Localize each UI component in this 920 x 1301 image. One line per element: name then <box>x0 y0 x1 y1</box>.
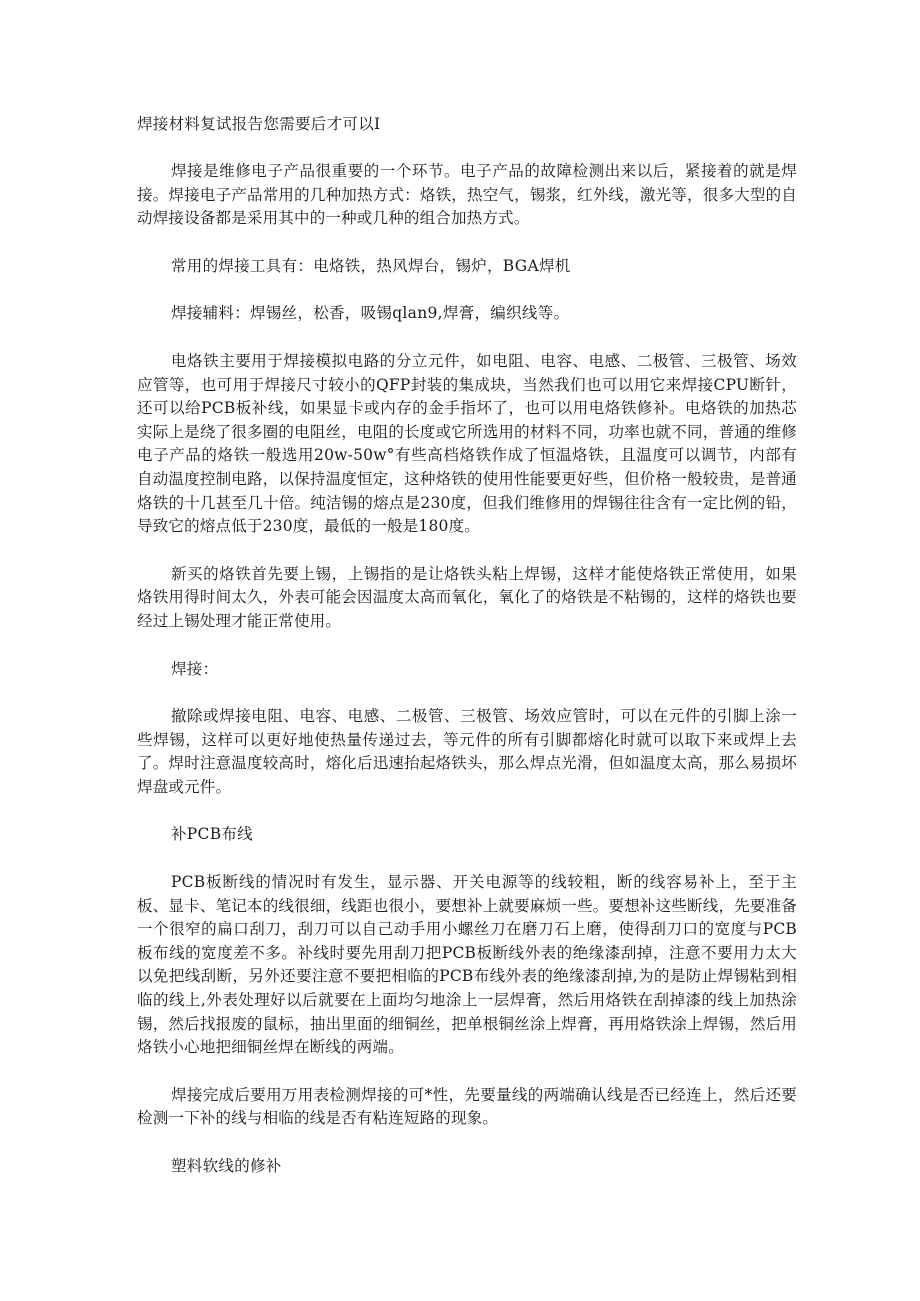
section-heading-pcb-repair: 补PCB布线 <box>171 825 253 844</box>
paragraph-pcb-repair: PCB板断线的情况时有发生，显示器、开关电源等的线较粗，断的线容易补上，至于主板、显卡、笔记本的线很细，线距也很小，要想补上就要麻烦一些。要想补这些断线，先要准备一个很窄的扁口刮刀，刮刀可以自己动手用小螺丝刀在磨刀石上磨，使得刮刀口的宽度与PCB板布线的宽度差不多。补线时要先用刮刀把PCB板断线外表的绝缘漆刮掉，注意不要用力太大以免把线刮断，另外还要注意不要把相临的PCB布线外表的绝缘漆刮掉,为的是防止焊锡粘到相临的线上,外表处理好以后就要在上面均匀地涂上一层焊膏，然后用烙铁在刮掉漆的线上加热涂锡，然后找报废的鼠标，抽出里面的细铜丝，把单根铜丝涂上焊膏，再用烙铁涂上焊锡，然后用烙铁小心地把细铜丝焊在断线的两端。 <box>137 873 797 1057</box>
paragraph-soldering-intro: 焊接是维修电子产品很重要的一个环节。电子产品的故障检测出来以后，紧接着的就是焊接。焊接电子产品常用的几种加热方式：烙铁，热空气，锡浆，红外线，激光等，很多大型的自动焊接设备都是采用其中的一种或几种的组合加热方式。 <box>137 162 797 228</box>
paragraph-soldering-iron: 电烙铁主要用于焊接模拟电路的分立元件，如电阻、电容、电感、二极管、三极管、场效应管等，也可用于焊接尺寸较小的QFP封装的集成块，当然我们也可以用它来焊接CPU断针，还可以给PCB板补线，如果显卡或内存的金手指坏了，也可以用电烙铁修补。电烙铁的加热芯实际上是绕了很多圈的电阻丝，电阻的长度或它所选用的材料不同，功率也就不同，普通的维修电子产品的烙铁一般选用20w-50w°有些高档烙铁作成了恒温烙铁，且温度可以调节，内部有自动温度控制电路，以保持温度恒定，这种烙铁的使用性能要更好些，但价格一般较贵，是普通烙铁的十几甚至几十倍。纯洁锡的熔点是230度，但我们维修用的焊锡往往含有一定比例的铅，导致它的熔点低于230度，最低的一般是180度。 <box>137 351 797 536</box>
document-body <box>137 112 797 1203</box>
paragraph-tinning: 新买的烙铁首先要上锡，上锡指的是让烙铁头粘上焊锡，这样才能使烙铁正常使用，如果烙铁用得时间太久，外表可能会因温度太高而氧化，氧化了的烙铁是不粘锡的，这样的烙铁也要经过上锡处理才能正常使用。 <box>137 564 797 630</box>
section-heading-plastic-wire: 塑料软线的修补 <box>171 1157 282 1175</box>
paragraph-multimeter-check: 焊接完成后要用万用表检测焊接的可*性，先要量线的两端确认线是否已经连上，然后还要检测一下补的线与相临的线是否有粘连短路的现象。 <box>137 1085 797 1128</box>
paragraph-auxiliary-materials: 焊接辅料：焊锡丝，松香，吸锡qlan9,焊膏，编织线等。 <box>171 304 570 323</box>
document-title: 焊接材料复试报告您需要后才可以I <box>137 115 381 133</box>
paragraph-common-tools: 常用的焊接工具有：电烙铁，热风焊台，锡炉，BGA焊机 <box>171 256 571 275</box>
section-heading-soldering: 焊接： <box>171 659 219 678</box>
paragraph-component-soldering: 撤除或焊接电阻、电容、电感、二极管、三极管、场效应管时，可以在元件的引脚上涂一些焊锡，这样可以更好地使热量传递过去，等元件的所有引脚都熔化时就可以取下来或焊上去了。焊时注意温度较高时，熔化后迅速抬起烙铁头，那么焊点光滑，但如温度太高，那么易损坏焊盘或元件。 <box>137 707 797 796</box>
